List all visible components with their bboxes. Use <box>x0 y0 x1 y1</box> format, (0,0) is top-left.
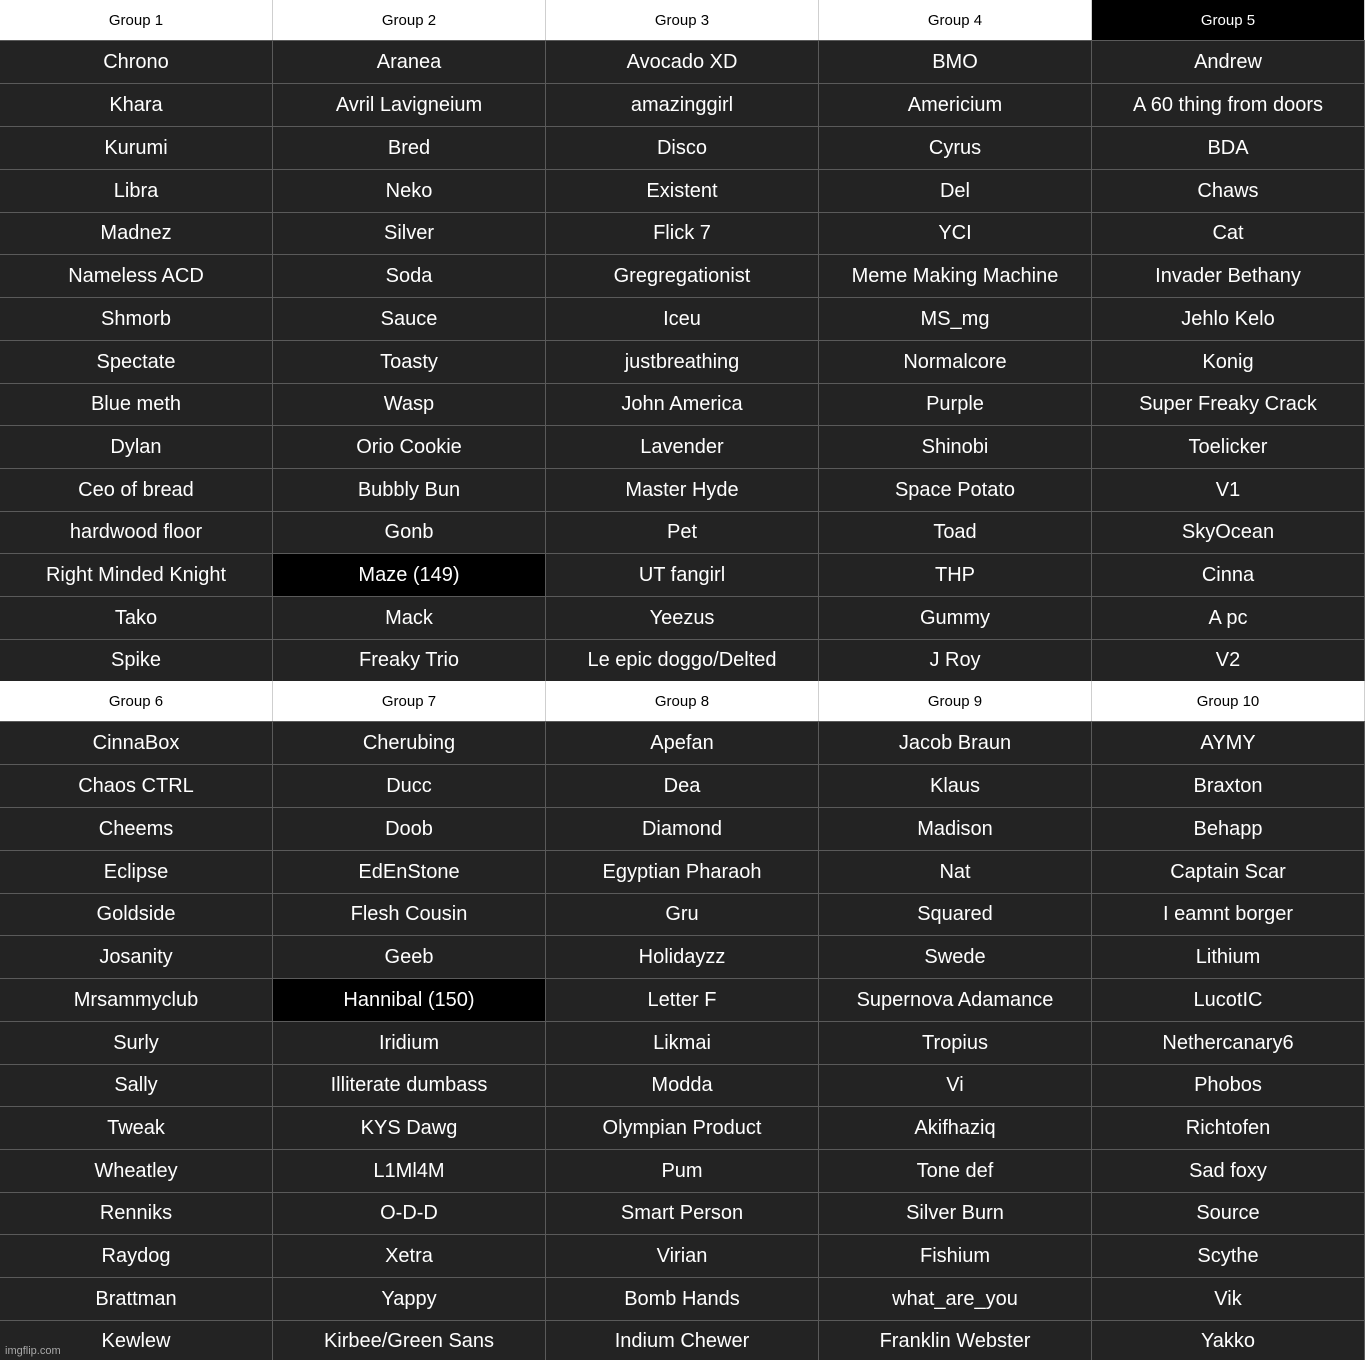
member-cell: Madnez <box>0 212 273 254</box>
member-cell: Spectate <box>0 340 273 383</box>
member-cell: Madison <box>819 807 1092 850</box>
member-cell: Soda <box>273 254 546 297</box>
member-cell: Behapp <box>1092 807 1365 850</box>
member-cell: Supernova Adamance <box>819 978 1092 1021</box>
member-cell: Super Freaky Crack <box>1092 383 1365 425</box>
member-cell: Aranea <box>273 40 546 83</box>
member-cell: Cinna <box>1092 553 1365 596</box>
member-cell: Renniks <box>0 1192 273 1234</box>
member-cell: Del <box>819 169 1092 212</box>
member-cell: Tone def <box>819 1149 1092 1192</box>
member-cell: Konig <box>1092 340 1365 383</box>
member-cell: V1 <box>1092 468 1365 511</box>
member-cell: Vik <box>1092 1277 1365 1320</box>
member-cell: Letter F <box>546 978 819 1021</box>
group-header: Group 6 <box>0 681 273 721</box>
member-cell: Iceu <box>546 297 819 340</box>
member-cell: Orio Cookie <box>273 425 546 468</box>
member-cell: Toelicker <box>1092 425 1365 468</box>
member-cell: Josanity <box>0 935 273 978</box>
member-cell: Silver Burn <box>819 1192 1092 1234</box>
member-cell: Jacob Braun <box>819 721 1092 764</box>
member-cell: Silver <box>273 212 546 254</box>
member-cell: Dylan <box>0 425 273 468</box>
member-cell: Raydog <box>0 1234 273 1277</box>
member-cell: BDA <box>1092 126 1365 169</box>
member-cell: Olympian Product <box>546 1106 819 1149</box>
member-cell: Le epic doggo/Delted <box>546 639 819 681</box>
member-cell: Nat <box>819 850 1092 893</box>
member-cell: Kewlew <box>0 1320 273 1360</box>
member-cell: Bubbly Bun <box>273 468 546 511</box>
member-cell: Khara <box>0 83 273 126</box>
member-cell: Nethercanary6 <box>1092 1021 1365 1064</box>
member-cell: A 60 thing from doors <box>1092 83 1365 126</box>
member-cell: Yappy <box>273 1277 546 1320</box>
member-cell: Neko <box>273 169 546 212</box>
member-cell: Lavender <box>546 425 819 468</box>
member-cell: Existent <box>546 169 819 212</box>
member-cell: KYS Dawg <box>273 1106 546 1149</box>
bottom-group-block <box>0 681 1365 1360</box>
member-cell: Shmorb <box>0 297 273 340</box>
member-cell: Bred <box>273 126 546 169</box>
member-cell: Likmai <box>546 1021 819 1064</box>
group-header: Group 7 <box>273 681 546 721</box>
member-cell: Sally <box>0 1064 273 1106</box>
member-cell: Cyrus <box>819 126 1092 169</box>
member-cell: Virian <box>546 1234 819 1277</box>
group-header: Group 5 <box>1092 0 1365 40</box>
group-header: Group 8 <box>546 681 819 721</box>
member-cell: L1Ml4M <box>273 1149 546 1192</box>
member-cell: Purple <box>819 383 1092 425</box>
member-cell: Diamond <box>546 807 819 850</box>
member-cell: Ducc <box>273 764 546 807</box>
member-cell: Ceo of bread <box>0 468 273 511</box>
member-cell: Kurumi <box>0 126 273 169</box>
member-cell: Swede <box>819 935 1092 978</box>
member-cell: Blue meth <box>0 383 273 425</box>
member-cell: Mrsammyclub <box>0 978 273 1021</box>
member-cell: CinnaBox <box>0 721 273 764</box>
member-cell: Sauce <box>273 297 546 340</box>
member-cell: V2 <box>1092 639 1365 681</box>
member-cell: Vi <box>819 1064 1092 1106</box>
member-cell: O-D-D <box>273 1192 546 1234</box>
member-cell: Eclipse <box>0 850 273 893</box>
member-cell: Cat <box>1092 212 1365 254</box>
member-cell: I eamnt borger <box>1092 893 1365 935</box>
member-cell: what_are_you <box>819 1277 1092 1320</box>
member-cell: Chrono <box>0 40 273 83</box>
member-cell: Pet <box>546 511 819 553</box>
member-cell: Kirbee/Green Sans <box>273 1320 546 1360</box>
member-cell: Master Hyde <box>546 468 819 511</box>
member-cell: Hannibal (150) <box>273 978 546 1021</box>
member-cell: Brattman <box>0 1277 273 1320</box>
member-cell: Libra <box>0 169 273 212</box>
member-cell: YCI <box>819 212 1092 254</box>
member-cell: Nameless ACD <box>0 254 273 297</box>
member-cell: Toasty <box>273 340 546 383</box>
member-cell: BMO <box>819 40 1092 83</box>
member-cell: Source <box>1092 1192 1365 1234</box>
member-cell: Flesh Cousin <box>273 893 546 935</box>
watermark: imgflip.com <box>5 1345 61 1357</box>
member-cell: Modda <box>546 1064 819 1106</box>
member-cell: Iridium <box>273 1021 546 1064</box>
member-cell: Meme Making Machine <box>819 254 1092 297</box>
member-cell: Avril Lavigneium <box>273 83 546 126</box>
member-cell: hardwood floor <box>0 511 273 553</box>
member-cell: Gummy <box>819 596 1092 639</box>
member-cell: Tako <box>0 596 273 639</box>
member-cell: Cheems <box>0 807 273 850</box>
member-cell: Right Minded Knight <box>0 553 273 596</box>
member-cell: amazinggirl <box>546 83 819 126</box>
member-cell: John America <box>546 383 819 425</box>
member-cell: Phobos <box>1092 1064 1365 1106</box>
member-cell: Holidayzz <box>546 935 819 978</box>
member-cell: Sad foxy <box>1092 1149 1365 1192</box>
member-cell: Mack <box>273 596 546 639</box>
member-cell: Avocado XD <box>546 40 819 83</box>
member-cell: Egyptian Pharaoh <box>546 850 819 893</box>
member-cell: SkyOcean <box>1092 511 1365 553</box>
member-cell: Flick 7 <box>546 212 819 254</box>
member-cell: Indium Chewer <box>546 1320 819 1360</box>
member-cell: Chaws <box>1092 169 1365 212</box>
member-cell: Cherubing <box>273 721 546 764</box>
member-cell: EdEnStone <box>273 850 546 893</box>
member-cell: Yakko <box>1092 1320 1365 1360</box>
member-cell: Jehlo Kelo <box>1092 297 1365 340</box>
member-cell: Chaos CTRL <box>0 764 273 807</box>
member-cell: Apefan <box>546 721 819 764</box>
member-cell: Toad <box>819 511 1092 553</box>
member-cell: Disco <box>546 126 819 169</box>
member-cell: A pc <box>1092 596 1365 639</box>
member-cell: justbreathing <box>546 340 819 383</box>
member-cell: Illiterate dumbass <box>273 1064 546 1106</box>
member-cell: Space Potato <box>819 468 1092 511</box>
member-cell: Bomb Hands <box>546 1277 819 1320</box>
member-cell: LucotIC <box>1092 978 1365 1021</box>
member-cell: Maze (149) <box>273 553 546 596</box>
member-cell: Klaus <box>819 764 1092 807</box>
member-cell: Scythe <box>1092 1234 1365 1277</box>
member-cell: THP <box>819 553 1092 596</box>
member-cell: Spike <box>0 639 273 681</box>
member-cell: Wheatley <box>0 1149 273 1192</box>
member-cell: Shinobi <box>819 425 1092 468</box>
member-cell: Pum <box>546 1149 819 1192</box>
member-cell: Gru <box>546 893 819 935</box>
member-cell: UT fangirl <box>546 553 819 596</box>
member-cell: Yeezus <box>546 596 819 639</box>
member-cell: Braxton <box>1092 764 1365 807</box>
member-cell: Gonb <box>273 511 546 553</box>
member-cell: Captain Scar <box>1092 850 1365 893</box>
member-cell: Normalcore <box>819 340 1092 383</box>
member-cell: Surly <box>0 1021 273 1064</box>
member-cell: Tropius <box>819 1021 1092 1064</box>
member-cell: Franklin Webster <box>819 1320 1092 1360</box>
member-cell: Goldside <box>0 893 273 935</box>
member-cell: Squared <box>819 893 1092 935</box>
member-cell: Andrew <box>1092 40 1365 83</box>
member-cell: MS_mg <box>819 297 1092 340</box>
member-cell: Dea <box>546 764 819 807</box>
member-cell: Gregregationist <box>546 254 819 297</box>
member-cell: Akifhaziq <box>819 1106 1092 1149</box>
group-header: Group 10 <box>1092 681 1365 721</box>
member-cell: Lithium <box>1092 935 1365 978</box>
member-cell: Invader Bethany <box>1092 254 1365 297</box>
group-header: Group 3 <box>546 0 819 40</box>
member-cell: Freaky Trio <box>273 639 546 681</box>
member-cell: Doob <box>273 807 546 850</box>
member-cell: Tweak <box>0 1106 273 1149</box>
member-cell: Fishium <box>819 1234 1092 1277</box>
member-cell: Geeb <box>273 935 546 978</box>
member-cell: AYMY <box>1092 721 1365 764</box>
member-cell: Smart Person <box>546 1192 819 1234</box>
member-cell: Xetra <box>273 1234 546 1277</box>
group-header: Group 1 <box>0 0 273 40</box>
group-header: Group 9 <box>819 681 1092 721</box>
member-cell: Wasp <box>273 383 546 425</box>
member-cell: J Roy <box>819 639 1092 681</box>
member-cell: Richtofen <box>1092 1106 1365 1149</box>
member-cell: Americium <box>819 83 1092 126</box>
group-header: Group 4 <box>819 0 1092 40</box>
group-header: Group 2 <box>273 0 546 40</box>
